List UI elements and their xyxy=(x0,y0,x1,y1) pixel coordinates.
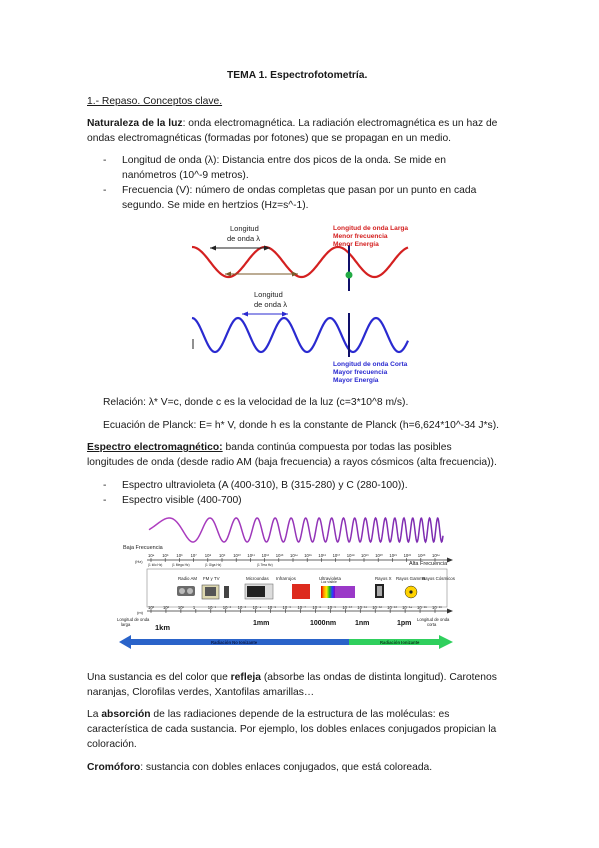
frequency-tick-label: 10¹¹ xyxy=(247,553,255,558)
wavelength-tick-label: 10¹ xyxy=(177,605,184,610)
paragraph-color: Una sustancia es del color que refleja (absorbe las ondas de distinta longitud). Carotenos xyxy=(87,672,497,683)
small-label: (1 Tera Hz) xyxy=(257,563,273,567)
visible-light-bar xyxy=(321,586,335,598)
wavelength-tick-label: 10⁻⁴ xyxy=(252,605,262,610)
wavelength-long-label-2: larga xyxy=(121,622,131,627)
frequency-tick-label: 10²⁰ xyxy=(375,553,383,558)
paragraph-absorption: La absorción de las radiaciones depende de la estructura de las moléculas: es xyxy=(87,709,450,720)
wavelength-tick-label: 10⁻⁸ xyxy=(312,605,322,610)
wavelength-tick-label: 10⁻¹³ xyxy=(387,605,397,610)
wavelength-tick-label: 10⁻¹⁶ xyxy=(432,605,442,610)
blue-wave-label-1: Longitud de onda Corta xyxy=(333,361,408,368)
paragraph-spectrum-line2: longitudes de onda (desde radio AM (baja frecuencia) a rayos cósmicos (alta frecuencia)). xyxy=(87,457,497,468)
wavelength-tick-label: 10⁻⁵ xyxy=(267,605,277,610)
bullet-marker: - xyxy=(103,480,107,491)
scale-label-1km: 1km xyxy=(155,623,171,632)
non-ionizing-label: Radiación No Ionizante xyxy=(211,640,258,645)
frequency-tick-label: 10¹² xyxy=(261,553,270,558)
wavelength-tick-label: 10⁻¹⁰ xyxy=(342,605,353,610)
frequency-tick-label: 10¹⁹ xyxy=(361,553,369,558)
frequency-tick-label: 10¹⁵ xyxy=(304,553,312,558)
band-label: Rayos X xyxy=(375,576,392,581)
frequency-tick-label: 10²¹ xyxy=(389,553,397,558)
wavelength-tick-label: 10⁻⁹ xyxy=(327,605,337,610)
bullet-marker: - xyxy=(103,495,107,506)
band-label: Ultravioleta xyxy=(319,576,341,581)
relation-text: Relación: λ* V=c, donde c es la velocidad de la luz (c=3*10^8 m/s). xyxy=(103,397,409,408)
xray-icon-inner xyxy=(377,586,382,596)
frequency-tick-label: 10²³ xyxy=(417,553,426,558)
wavelength-tick-label: 10⁻¹¹ xyxy=(357,605,367,610)
frequency-tick-label: 10⁵ xyxy=(162,553,169,558)
band-label: Infrarrojos xyxy=(276,576,296,581)
paragraph-color-line2: naranjas, Clorofilas verdes, Xantofilas amarillas… xyxy=(87,687,315,698)
band-label: Rayos Cósmicos xyxy=(422,576,455,581)
blue-wave-label-3: Mayor Energía xyxy=(333,377,379,384)
wavelength-tick-label: 10⁻⁷ xyxy=(297,605,306,610)
wavelength-tick-label: 10² xyxy=(162,605,170,610)
wave-figure xyxy=(190,217,415,387)
arrow-head xyxy=(447,558,453,563)
wavelength-short-label: Longitud de onda xyxy=(417,617,450,622)
long-wavelength-label: Longitud xyxy=(230,224,259,233)
page-title: TEMA 1. Espectrofotometría. xyxy=(227,70,368,81)
arrow-head xyxy=(242,312,248,317)
band-label: Rayos Gamma xyxy=(396,576,426,581)
band-label: Radio AM xyxy=(178,576,198,581)
ionizing-label: Radiación Ionizante xyxy=(380,640,420,645)
frequency-tick-label: 10⁴ xyxy=(148,553,155,558)
reference-point xyxy=(346,272,353,279)
frequency-tick-label: 10¹⁴ xyxy=(290,553,298,558)
band-label: FM y TV xyxy=(203,576,220,581)
phone-icon xyxy=(224,586,229,598)
paragraph-spectrum: Espectro electromagnético: banda continúa compuesta por todas las posibles xyxy=(87,442,452,453)
microwave-icon-window xyxy=(247,586,265,597)
section-heading: 1.- Repaso. Conceptos clave. xyxy=(87,96,223,107)
radio-icon-speaker xyxy=(179,588,185,594)
scale-label-1nm: 1nm xyxy=(355,620,370,627)
arrow-head xyxy=(282,312,288,317)
small-label: (1 Mega Hz) xyxy=(172,563,190,567)
wavelength-long-label: Longitud de onda xyxy=(117,617,150,622)
planck-text: Ecuación de Planck: E= h* V, donde h es la constante de Planck (h=6,624*10^-34 J*s). xyxy=(103,420,499,431)
wavelength-tick-label: 10⁻⁶ xyxy=(282,605,292,610)
bullet-frequency-line2: segundo. Se mide en hertzios (Hz=s^-1). xyxy=(122,200,309,211)
long-wave xyxy=(192,247,408,277)
radio-icon-speaker xyxy=(187,588,193,594)
scale-label-1000nm: 1000nm xyxy=(310,620,337,627)
paragraph-absorption-line3: coloración. xyxy=(87,739,137,750)
red-wave-label-2: Menor frecuencia xyxy=(333,233,388,240)
short-wavelength-label: Longitud xyxy=(254,290,283,299)
blue-wave-label-2: Mayor frecuencia xyxy=(333,369,388,376)
spectrum-figure xyxy=(117,510,455,658)
frequency-tick-label: 10¹⁸ xyxy=(346,553,355,558)
scale-label-1mm: 1mm xyxy=(253,620,270,627)
wavelength-short-label-2: corta xyxy=(427,622,437,627)
wavelength-tick-label: 10³ xyxy=(148,605,155,610)
wavelength-tick-label: 10⁻¹ xyxy=(207,605,217,610)
frequency-tick-label: 10¹⁶ xyxy=(318,553,327,558)
wavelength-tick-label: 10⁻¹⁵ xyxy=(417,605,428,610)
band-label: Microondas xyxy=(246,576,269,581)
frequency-tick-label: 10⁹ xyxy=(219,553,226,558)
high-frequency-label: Alta Frecuencia xyxy=(409,561,448,567)
wavelength-unit: (m) xyxy=(137,610,143,615)
chirp-wave xyxy=(149,518,443,542)
radiation-icon-center xyxy=(409,590,412,593)
bullet-frequency: Frecuencia (V): número de ondas completas que pasan por un punto en cada xyxy=(122,185,477,196)
arrow-head xyxy=(210,246,216,251)
infrared-heater-icon xyxy=(292,584,310,599)
bullet-marker: - xyxy=(103,155,107,166)
bullet-wavelength: Longitud de onda (λ): Distancia entre dos picos de la onda. Se mide en xyxy=(122,155,446,166)
wavelength-tick-label: 10⁻³ xyxy=(237,605,246,610)
red-wave-label-3: Menor Energía xyxy=(333,241,379,248)
visible-light-label: Luz visible xyxy=(321,580,337,584)
frequency-tick-label: 10⁶ xyxy=(176,553,183,558)
frequency-tick-label: 10¹⁷ xyxy=(332,553,341,558)
wavelength-tick-label: 10⁻¹² xyxy=(372,605,382,610)
bullet-wavelength-line2: nanómetros (10^-9 metros). xyxy=(122,170,249,181)
bullet-uv: Espectro ultravioleta (A (400-310), B (315-280) y C (280-100)). xyxy=(122,480,408,491)
small-label: (1 Giga Hz) xyxy=(205,563,222,567)
short-wavelength-label-2: de onda λ xyxy=(254,300,287,309)
wavelength-tick-label: 10⁻¹⁴ xyxy=(402,605,413,610)
bullet-visible: Espectro visible (400-700) xyxy=(122,495,242,506)
red-wave-label-1: Longitud de onda Larga xyxy=(333,225,409,232)
tv-icon-screen xyxy=(205,587,216,596)
wavelength-tick-label: 1 xyxy=(192,605,196,610)
frequency-tick-label: 10⁸ xyxy=(204,553,212,558)
bullet-marker: - xyxy=(103,185,107,196)
frequency-tick-label: 10¹³ xyxy=(275,553,284,558)
long-wavelength-label-2: de onda λ xyxy=(227,234,260,243)
wavelength-tick-label: 10⁻² xyxy=(222,605,232,610)
paragraph-light-nature-line2: ondas electromagnéticas (formadas por fotones) que se propagan en un medio. xyxy=(87,133,452,144)
paragraph-absorption-line2: característica de cada sustancia. Por ejemplo, los dobles enlaces conjugados propician la xyxy=(87,724,497,735)
scale-label-1pm: 1pm xyxy=(397,620,412,627)
paragraph-chromophore: Cromóforo: sustancia con dobles enlaces conjugados, que está coloreada. xyxy=(87,762,433,773)
ultraviolet-bar xyxy=(335,586,355,598)
low-frequency-label: Baja Frecuencia xyxy=(123,545,163,551)
frequency-tick-label: 10¹⁰ xyxy=(233,553,241,558)
small-label: (1 kilo Hz) xyxy=(148,563,163,567)
arrow-head xyxy=(447,609,453,614)
frequency-unit: (Hz) xyxy=(135,559,143,564)
short-wave xyxy=(192,318,408,352)
paragraph-light-nature: Naturaleza de la luz: onda electromagnética. La radiación electromagnética es un haz de xyxy=(87,118,498,129)
frequency-tick-label: 10²² xyxy=(403,553,412,558)
frequency-tick-label: 10⁷ xyxy=(190,553,197,558)
frequency-tick-label: 10²⁴ xyxy=(432,553,440,558)
